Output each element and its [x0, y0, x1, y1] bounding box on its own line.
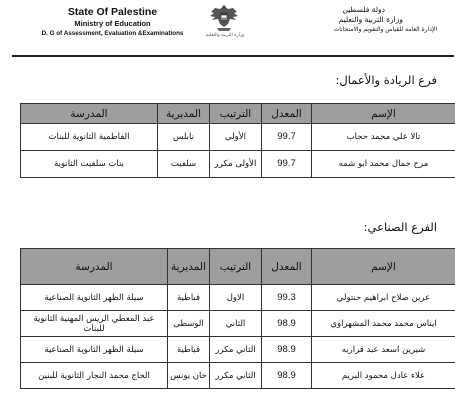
cell-name: علاء عادل محمود البريم	[312, 363, 455, 389]
table-row	[21, 124, 455, 151]
col-header-school: المدرسة	[21, 104, 158, 124]
col-header-average: المعدل	[262, 104, 312, 124]
header-directorate-name-ar: الإدارة العامة للقياس والتقويم والامتحانات	[333, 26, 437, 33]
col-header-name: الإسم	[312, 104, 455, 124]
table-industrial	[20, 248, 455, 389]
header-state-name-ar: دولة فلسطين	[342, 5, 385, 14]
col-header-rank: الترتيب	[210, 104, 262, 124]
cell-directorate: خان يونس	[168, 363, 210, 389]
cell-school: سيلة الظهر الثانوية الصناعية	[21, 285, 168, 311]
cell-average: 98.9	[262, 363, 312, 389]
cell-school: الفاطمية الثانوية للبنات	[21, 124, 158, 151]
cell-rank: الثاني مكرر	[210, 363, 262, 389]
cell-average: 99.7	[262, 151, 312, 178]
col-header-directorate: المديرية	[168, 249, 210, 285]
emblem-caption: وزارة التربية والتعليم	[205, 33, 245, 38]
table-row	[21, 363, 455, 389]
cell-directorate: قباطية	[168, 285, 210, 311]
cell-school: بنات سلفيت الثانوية	[21, 151, 158, 178]
table-row	[21, 285, 455, 311]
cell-rank: الاول	[210, 285, 262, 311]
header-divider	[12, 55, 454, 57]
palestine-eagle-emblem-icon	[207, 3, 241, 33]
cell-average: 98.9	[262, 337, 312, 363]
table-header-row	[21, 249, 455, 285]
col-header-average: المعدل	[262, 249, 312, 285]
cell-name: شيرين اسعد عبد قراريه	[312, 337, 455, 363]
header-ministry-name-ar: وزارة التربية والتعليم	[338, 15, 403, 24]
cell-name: مرح جمال محمد ابو شمه	[312, 151, 455, 178]
cell-name: عرين صلاح ابراهيم حنتولي	[312, 285, 455, 311]
table-entrepreneurship	[20, 103, 455, 178]
cell-directorate: نابلس	[158, 124, 210, 151]
cell-directorate: سلفيت	[158, 151, 210, 178]
table-row	[21, 337, 455, 363]
cell-school: عبد المعطي الريس المهنية الثانوية للبنات	[21, 311, 168, 337]
col-header-rank: الترتيب	[210, 249, 262, 285]
cell-directorate: الوسطى	[168, 311, 210, 337]
table-row	[21, 311, 455, 337]
header-english	[20, 6, 205, 38]
table-header-row	[21, 104, 455, 124]
cell-school: سيلة الظهر الثانوية الصناعية	[21, 337, 168, 363]
cell-rank: الأولى	[210, 124, 262, 151]
header-arabic	[262, 5, 437, 34]
table-row	[21, 151, 455, 178]
col-header-name: الإسم	[312, 249, 455, 285]
header-ministry-name: Ministry of Education	[74, 19, 151, 28]
cell-name: تالا علي محمد حجاب	[312, 124, 455, 151]
cell-average: 99.3	[262, 285, 312, 311]
cell-rank: الثاني	[210, 311, 262, 337]
cell-average: 99.7	[262, 124, 312, 151]
col-header-school: المدرسة	[21, 249, 168, 285]
cell-rank: الأولى مكرر	[210, 151, 262, 178]
cell-school: الحاج محمد النجار الثانوية للبنين	[21, 363, 168, 389]
cell-average: 98.9	[262, 311, 312, 337]
header-state-name: State Of Palestine	[67, 6, 158, 18]
cell-directorate: قباطية	[168, 337, 210, 363]
cell-rank: الثاني مكرر	[210, 337, 262, 363]
section-title-entrepreneurship: فرع الريادة والأعمال:	[335, 73, 437, 87]
section-title-industrial: الفرع الصناعي:	[363, 220, 437, 234]
col-header-directorate: المديرية	[158, 104, 210, 124]
document-header	[0, 0, 455, 62]
header-directorate-name: D. G of Assessment, Evaluation &Examinations	[41, 30, 184, 37]
cell-name: ايناس محمد محمد المشهراوي	[312, 311, 455, 337]
